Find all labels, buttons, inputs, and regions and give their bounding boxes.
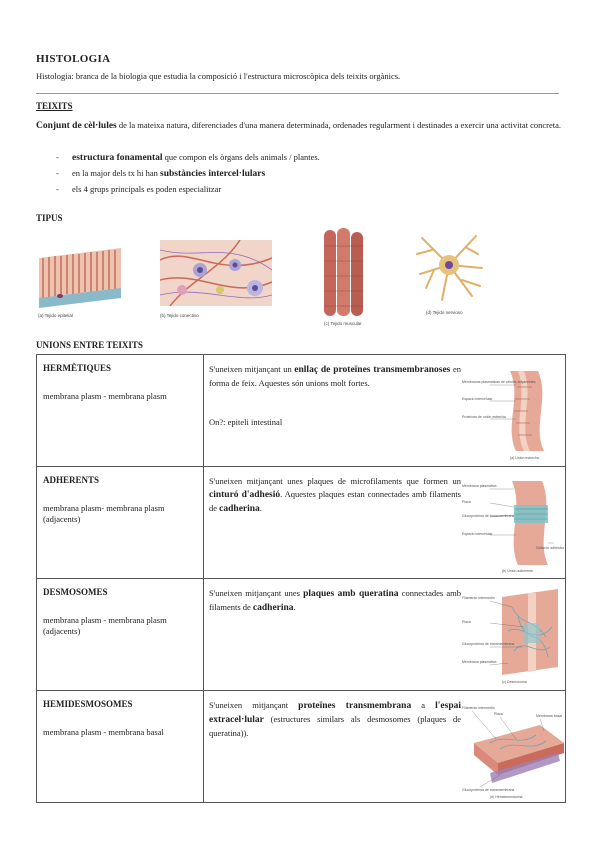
fig-caption: (b) Unión adherente	[502, 569, 534, 573]
hemidesmosome-image	[460, 703, 566, 799]
union-description-cell	[204, 355, 566, 467]
union-subtitle: membrana plasm- membrana plasm (adjacents)	[43, 503, 165, 524]
union-name-cell	[37, 691, 204, 803]
fig-label: Membranas plasmáticas de células adyacentes	[462, 380, 536, 384]
teixits-heading: TEIXITS	[36, 101, 73, 111]
table-row	[37, 691, 566, 803]
union-title: DESMOSOMES	[43, 587, 108, 597]
union-description: S'uneixen mitjançant unes plaques amb queratina connectades amb filaments de cadherina.	[209, 588, 462, 613]
tipus-heading: TIPUS	[36, 213, 63, 223]
fig-label: Espacio intercelular	[462, 397, 493, 401]
fig-label: Membrana plasmática	[462, 660, 497, 664]
intro-text: Histologia: branca de la biologia que estudia la composició i l'estructura microscòpica dels teixits orgànics.	[36, 71, 401, 81]
epithelial-tissue-image	[37, 240, 123, 310]
list-item: - els 4 grups principals es poden especialitzar	[56, 184, 222, 194]
connective-tissue-image	[160, 240, 272, 306]
union-name-cell	[37, 355, 204, 467]
nervous-tissue-image	[412, 228, 486, 302]
union-description-cell	[204, 691, 566, 803]
union-description-cell	[204, 579, 566, 691]
fig-label: Filamento intermedio	[462, 596, 495, 600]
fig-label: Placa	[462, 620, 471, 624]
fig-label: Espacio intercelular	[462, 532, 493, 536]
union-name-cell	[37, 579, 204, 691]
fig-label: Placa	[494, 712, 503, 716]
fig-label: Membrana plasmática	[462, 484, 497, 488]
fig-label: Glucoproteína de transmembrana	[462, 788, 515, 792]
union-description-cell	[204, 467, 566, 579]
fig-label: Proteínas de unión estrecha	[462, 415, 506, 419]
adherens-junction-image	[462, 479, 566, 573]
epithelial-caption: (a) Tejido epitelial	[38, 313, 73, 318]
unions-table	[36, 354, 566, 803]
union-description: S'uneixen mitjançant proteïnes transmembrana a l'espai extracel·lular (estructures similars als desmosomes (plaques de queratina)).	[209, 700, 461, 738]
union-subtitle: membrana plasm - membrana basal	[43, 727, 164, 737]
fig-label: Cinturón adhesivo	[536, 546, 565, 550]
tight-junction-image	[462, 367, 566, 461]
union-title: HEMIDESMOSOMES	[43, 699, 133, 709]
fig-label: Glucoproteína de transmembrana	[462, 642, 515, 646]
union-subtitle: membrana plasm - membrana plasm	[43, 391, 167, 401]
muscular-caption: (c) Tejido muscular	[324, 321, 362, 326]
definition-bold: Conjunt de cèl·lules	[36, 121, 117, 131]
union-name-cell	[37, 467, 204, 579]
fig-label: Placa	[462, 500, 471, 504]
unions-heading: UNIONS ENTRE TEIXITS	[36, 340, 143, 350]
union-description: S'uneixen mitjançant unes plaques de microfilaments que formen un cinturó d'adhesió. Aquestes plaques estan connectades amb filaments de cadherina.	[209, 476, 461, 514]
nervous-caption: (d) Tejido nervioso	[426, 310, 463, 315]
teixits-bullet-list	[56, 149, 320, 197]
union-description: S'uneixen mitjançant un enllaç de proteïnes transmembranoses en forma de feix. Aquestes són unions molt fortes.	[209, 364, 461, 388]
table-row	[37, 355, 566, 467]
fig-caption: (c) Desmosoma	[502, 680, 527, 684]
divider	[36, 93, 559, 94]
table-row	[37, 579, 566, 691]
fig-caption: (d) Hemidesmosoma	[490, 795, 523, 799]
muscular-tissue-image	[322, 226, 366, 318]
union-note: On?: epiteli intestinal	[209, 417, 283, 427]
union-subtitle: membrana plasm - membrana plasm (adjacents)	[43, 615, 167, 636]
list-item: - estructura fonamental que compon els òrgans dels animals / plantes.	[56, 152, 320, 163]
teixits-definition	[36, 118, 564, 134]
page-title: HISTOLOGIA	[36, 53, 111, 65]
table-row	[37, 467, 566, 579]
fig-caption: (a) Unión estrecha	[510, 456, 539, 460]
fig-label: Filamento intermedio	[462, 706, 495, 710]
definition-rest: de la mateixa natura, diferenciades d'una manera determinada, ordenades regularment i destinades a exercir una activitat concreta.	[116, 120, 562, 130]
list-item: - en la major dels tx hi han substàncies intercel·lulars	[56, 168, 266, 179]
union-title: ADHERENTS	[43, 475, 100, 485]
fig-label: Membrana basal	[536, 714, 563, 718]
desmosome-image	[462, 587, 566, 685]
fig-label: Glucoproteína de transmembrana	[462, 514, 515, 518]
union-title: HERMÈTIQUES	[43, 363, 112, 373]
connective-caption: (b) Tejido conectivo	[160, 313, 199, 318]
